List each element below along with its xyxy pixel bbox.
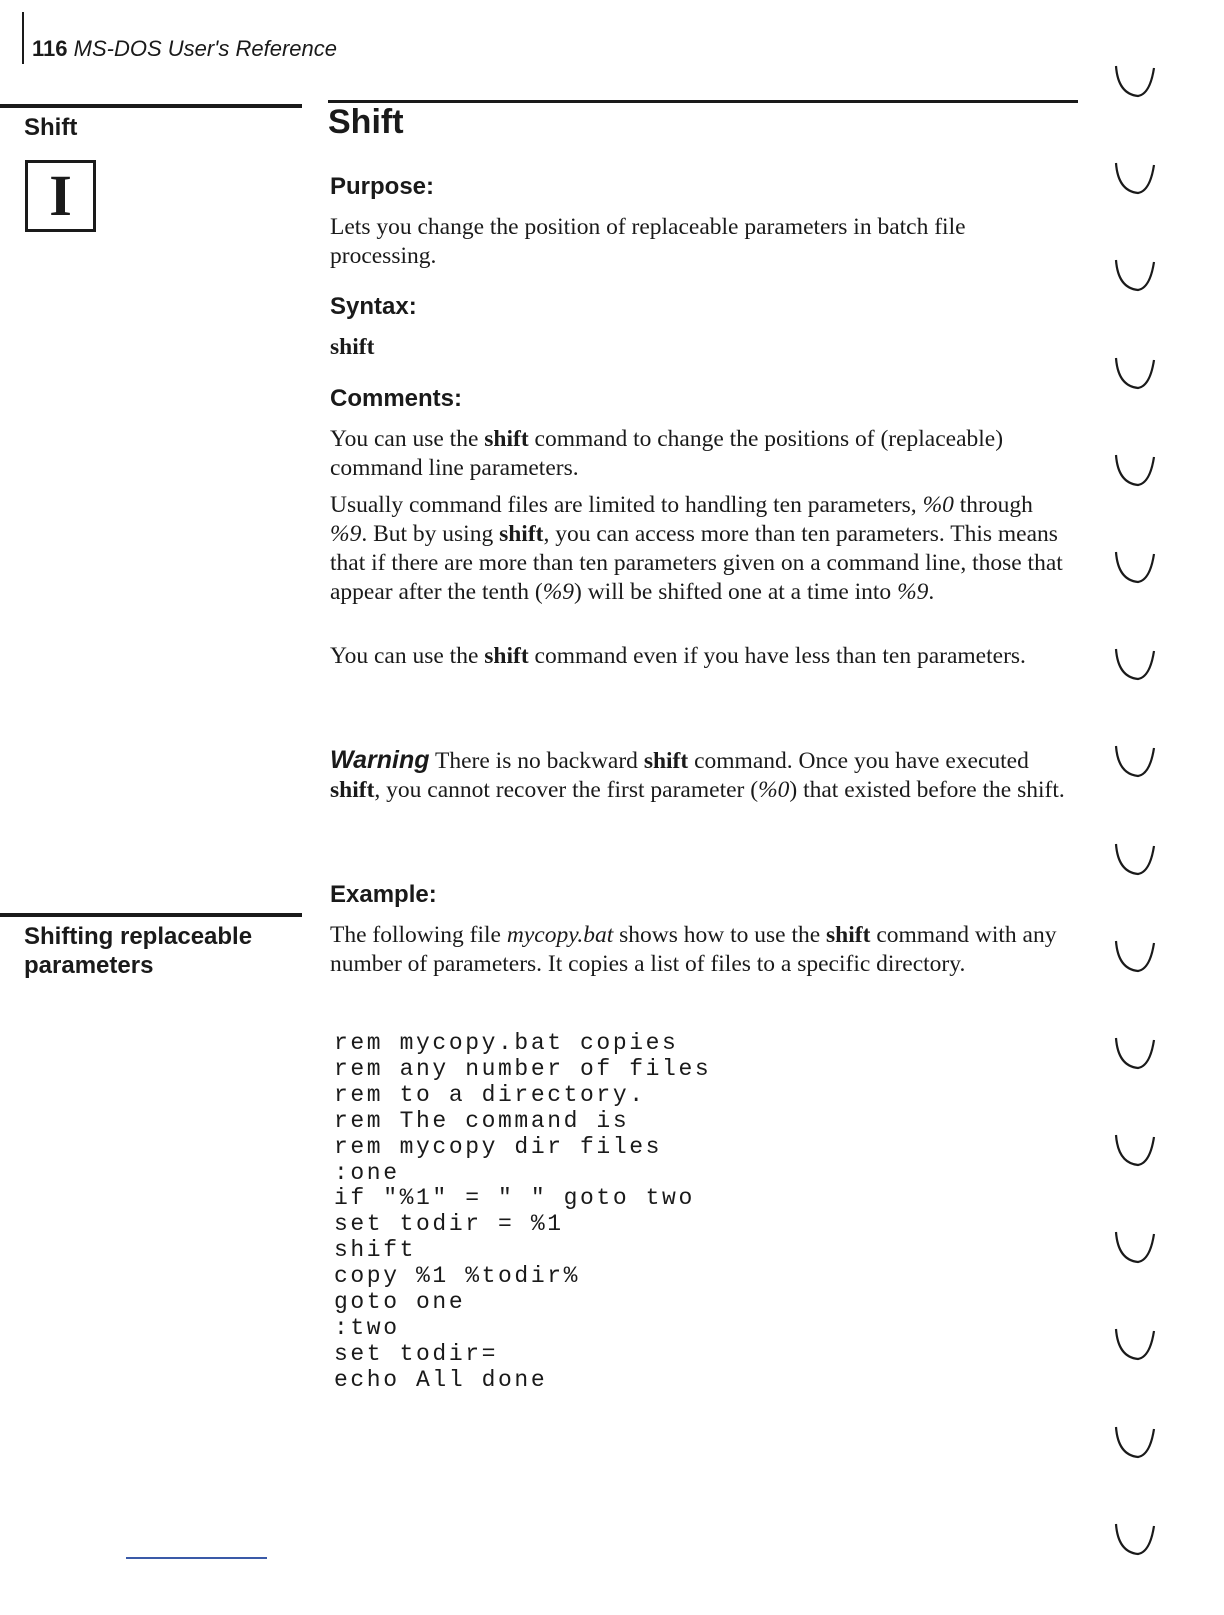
binder-ring-icon <box>1108 1421 1158 1463</box>
text-run: . But by using <box>361 521 500 547</box>
margin-section-label: Shift <box>24 114 78 141</box>
command-name: shift <box>484 426 529 452</box>
comments-heading: Comments: <box>330 385 463 412</box>
binder-ring-icon <box>1108 1518 1158 1560</box>
book-title: MS-DOS User's Reference <box>73 36 338 61</box>
parameter-variable: %9 <box>330 521 362 547</box>
text-run: command. Once you have executed <box>688 748 1029 774</box>
binder-ring-icon <box>1108 60 1158 102</box>
binder-ring-icon <box>1108 643 1158 685</box>
text-run: , you cannot recover the first parameter ( <box>374 777 759 803</box>
text-run: Usually command files are limited to handling ten parameters, <box>330 492 923 518</box>
binder-ring-icon <box>1108 1032 1158 1074</box>
text-run: You can use the <box>330 643 485 669</box>
footer-rule <box>126 1557 267 1559</box>
comments-paragraph-1 <box>330 425 1075 483</box>
binder-ring-icon <box>1108 1323 1158 1365</box>
parameter-variable: %0 <box>922 492 954 518</box>
binder-rings <box>1108 60 1188 1615</box>
text-run: ) that existed before the shift. <box>789 777 1065 803</box>
command-name: shift <box>484 643 529 669</box>
binder-ring-icon <box>1108 157 1158 199</box>
example-paragraph <box>330 921 1075 979</box>
tab-icon-letter: I <box>49 163 72 228</box>
margin-rule-top <box>0 104 302 108</box>
text-run: shows how to use the <box>613 922 827 948</box>
comments-paragraph-2 <box>330 491 1075 607</box>
binder-ring-icon <box>1108 935 1158 977</box>
command-name: shift <box>826 922 871 948</box>
title-rule <box>328 100 1078 103</box>
text-run: You can use the <box>330 426 485 452</box>
running-header <box>32 34 337 64</box>
binder-ring-icon <box>1108 740 1158 782</box>
text-run: command with any number of parameters. It copies a list of files to a specific directory. <box>330 922 1057 977</box>
text-run: ) will be shifted one at a time into <box>574 579 898 605</box>
parameter-variable: %9 <box>542 579 575 605</box>
page-number: 116 <box>32 36 68 61</box>
margin-subsection-label: Shifting replaceable parameters <box>24 923 253 979</box>
command-name: shift <box>499 521 544 547</box>
syntax-command-text: shift <box>330 334 375 360</box>
page-title: Shift <box>328 103 404 141</box>
command-name: shift <box>643 748 689 774</box>
parameter-variable: %9 <box>897 579 929 605</box>
command-name: shift <box>330 777 375 803</box>
header-vertical-rule <box>22 12 24 64</box>
file-name: mycopy.bat <box>506 922 614 948</box>
purpose-heading: Purpose: <box>330 173 435 200</box>
text-run: , you can access more than ten parameters. This means that if there are more than ten parameters given on a command line, those that appear after the tenth ( <box>330 521 1063 605</box>
comments-paragraph-3 <box>330 642 1075 671</box>
margin-rule-example <box>0 913 302 917</box>
binder-ring-icon <box>1108 254 1158 296</box>
warning-label: Warning <box>330 746 430 774</box>
binder-ring-icon <box>1108 1129 1158 1171</box>
binder-ring-icon <box>1108 838 1158 880</box>
binder-ring-icon <box>1108 1226 1158 1268</box>
purpose-text: Lets you change the position of replaceable parameters in batch file processing. <box>330 214 966 269</box>
binder-ring-icon <box>1108 546 1158 588</box>
text-run: command to change the positions of (replaceable) command line parameters. <box>330 426 1004 481</box>
syntax-heading: Syntax: <box>330 293 417 320</box>
binder-ring-icon <box>1108 352 1158 394</box>
text-run: The following file <box>330 922 507 948</box>
text-run: through <box>953 492 1033 518</box>
warning-note <box>330 746 1075 805</box>
parameter-variable: %0 <box>758 777 790 803</box>
syntax-command <box>330 333 1075 362</box>
text-run: There is no backward <box>429 748 644 774</box>
binder-ring-icon <box>1108 449 1158 491</box>
text-run: command even if you have less than ten parameters. <box>528 643 1026 669</box>
batch-file-listing: rem mycopy.bat copies rem any number of files rem to a directory. rem The command is rem mycopy dir files :one if "%1" = " " goto two set todir = %1 shift copy %1 %todir% goto one :two set todir= echo All done <box>334 1030 712 1393</box>
section-tab-icon <box>25 160 96 232</box>
text-run: . <box>928 579 935 605</box>
example-heading: Example: <box>330 881 437 908</box>
